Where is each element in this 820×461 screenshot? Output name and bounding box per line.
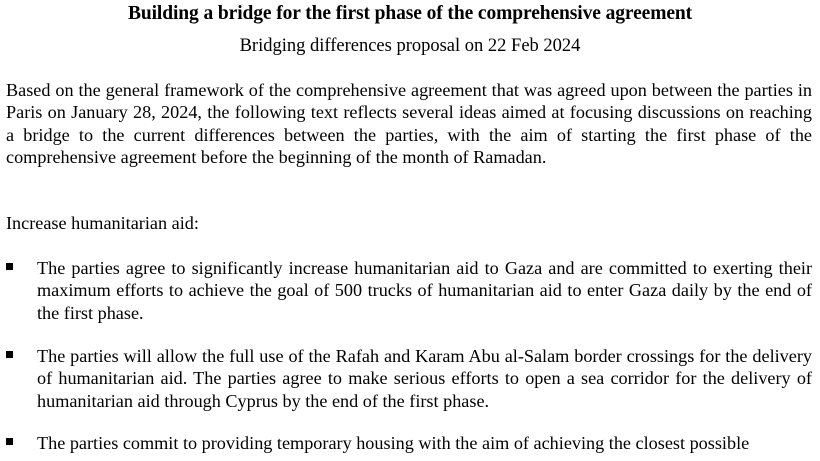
bullet-text: The parties will allow the full use of the Rafah and Karam Abu al-Salam border crossings for the delivery of humanitarian aid. The parties agree to make serious efforts to open a sea corridor for the delivery of humanitarian aid through Cyprus by the end of the first phase.: [37, 346, 812, 411]
square-bullet-icon: [6, 263, 13, 270]
document-subtitle: Bridging differences proposal on 22 Feb 2024: [239, 36, 581, 56]
bullet-text: The parties agree to significantly increase humanitarian aid to Gaza and are committed to exerting their maximum efforts to achieve the goal of 500 trucks of humanitarian aid to enter Gaza daily by the end of the first phase.: [37, 258, 812, 323]
bullet-text: The parties commit to providing temporary housing with the aim of achieving the closest possible: [37, 433, 750, 453]
section-heading: Increase humanitarian aid:: [6, 213, 199, 233]
document-title: Building a bridge for the first phase of the comprehensive agreement: [127, 3, 693, 24]
square-bullet-icon: [6, 351, 13, 358]
intro-paragraph: Based on the general framework of the comprehensive agreement that was agreed upon between the parties in Paris on January 28, 2024, the following text reflects several ideas aimed at focusing discussions on reaching a bridge to the current differences between the parties, with the aim of starting the first phase of the comprehensive agreement before the beginning of the month of Ramadan.: [6, 80, 812, 168]
square-bullet-icon: [6, 438, 13, 445]
